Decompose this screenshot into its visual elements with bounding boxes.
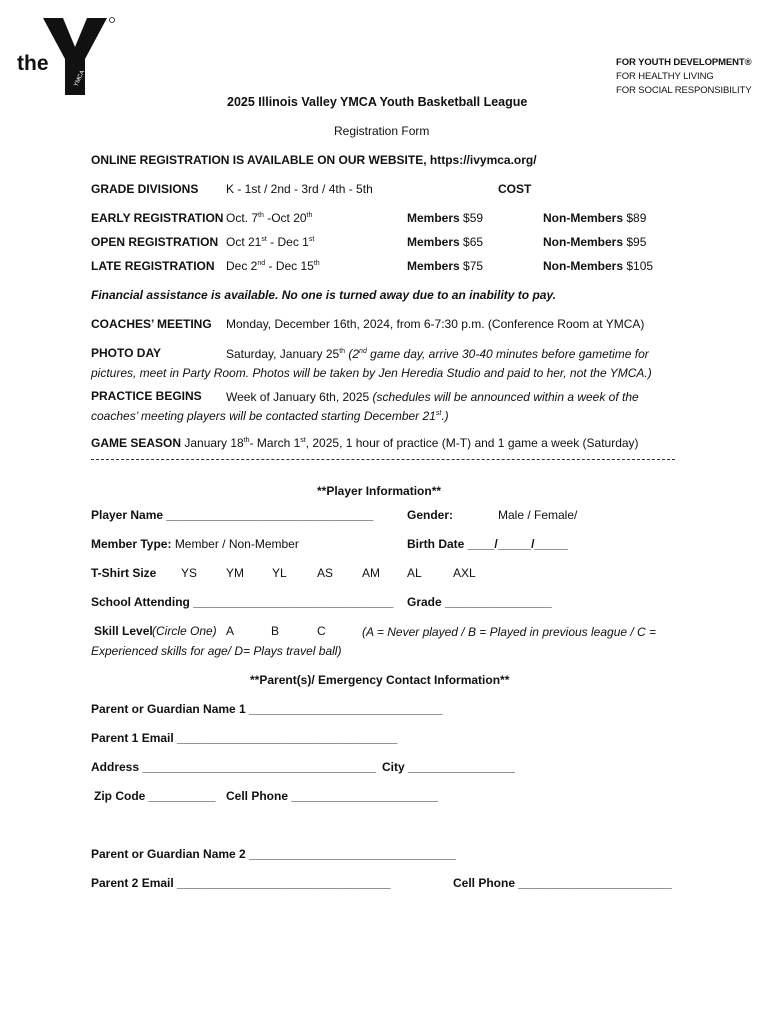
- school-attending-field[interactable]: School Attending ______________________________: [91, 595, 394, 609]
- grade-divisions-value: K - 1st / 2nd - 3rd / 4th - 5th: [226, 182, 373, 196]
- member-type-field[interactable]: Member Type: Member / Non-Member: [91, 537, 299, 551]
- skill-level-label: Skill Level: [94, 624, 153, 638]
- size-option-yl[interactable]: YL: [272, 566, 287, 580]
- logo-tagline: [616, 56, 752, 98]
- cell-phone-field[interactable]: Cell Phone ______________________: [226, 789, 439, 803]
- gender-label: Gender:: [407, 508, 454, 522]
- player-name-field[interactable]: Player Name _______________________________: [91, 508, 374, 522]
- city-field[interactable]: City ________________: [382, 760, 515, 774]
- section-divider: [91, 459, 675, 460]
- guardian-2-name-field[interactable]: Parent or Guardian Name 2 _______________________________: [91, 847, 456, 861]
- early-registration-dates: Oct. 7th -Oct 20th: [226, 211, 313, 225]
- cell-phone-2-field[interactable]: Cell Phone _______________________: [453, 876, 672, 890]
- skill-option-a[interactable]: A: [226, 624, 235, 638]
- practice-begins-details: Week of January 6th, 2025 (schedules will be announced within a week of the coaches’ meeting players will be contacted starting December 21st.): [91, 390, 639, 423]
- late-members-price: Members $75: [407, 259, 484, 273]
- skill-option-b[interactable]: B: [271, 624, 280, 638]
- document-title: 2025 Illinois Valley YMCA Youth Basketball League: [227, 95, 528, 109]
- registered-mark-icon: [110, 18, 115, 23]
- logo-word: the: [17, 52, 49, 75]
- financial-assistance-note: Financial assistance is available. No one is turned away due to an inability to pay.: [91, 288, 557, 302]
- parent-1-email-field[interactable]: Parent 1 Email _________________________________: [91, 731, 398, 745]
- guardian-1-name-field[interactable]: Parent or Guardian Name 1 _____________________________: [91, 702, 443, 716]
- tagline-line-3: FOR SOCIAL RESPONSIBILITY: [616, 85, 752, 96]
- tshirt-size-label: T-Shirt Size: [91, 566, 157, 580]
- open-registration-label: OPEN REGISTRATION: [91, 235, 219, 249]
- late-nonmembers-price: Non-Members $105: [543, 259, 654, 273]
- gender-options[interactable]: Male / Female/: [498, 508, 578, 522]
- early-nonmembers-price: Non-Members $89: [543, 211, 647, 225]
- photo-day-label: PHOTO DAY: [91, 346, 162, 360]
- late-registration-dates: Dec 2nd - Dec 15th: [226, 259, 320, 273]
- size-option-axl[interactable]: AXL: [453, 566, 476, 580]
- cost-label: COST: [498, 182, 532, 196]
- size-option-as[interactable]: AS: [317, 566, 334, 580]
- open-members-price: Members $65: [407, 235, 484, 249]
- open-registration-dates: Oct 21st - Dec 1st: [226, 235, 315, 249]
- birth-date-field[interactable]: Birth Date ____/_____/_____: [407, 537, 568, 551]
- size-option-al[interactable]: AL: [407, 566, 422, 580]
- tagline-line-2: FOR HEALTHY LIVING: [616, 71, 714, 82]
- size-option-am[interactable]: AM: [362, 566, 380, 580]
- open-nonmembers-price: Non-Members $95: [543, 235, 647, 249]
- logo-mark-text: YMCA: [73, 69, 87, 88]
- address-field[interactable]: Address ___________________________________: [91, 760, 376, 774]
- photo-day-details: Saturday, January 25th (2nd game day, arrive 30-40 minutes before gametime for pictures, meet in Party Room. Photos will be taken by Jen Heredia Studio and paid to her, not the YMCA.): [91, 347, 652, 380]
- size-option-ym[interactable]: YM: [226, 566, 244, 580]
- coaches-meeting-details: Monday, December 16th, 2024, from 6-7:30 p.m. (Conference Room at YMCA): [226, 317, 645, 331]
- game-season-line: GAME SEASON January 18th- March 1st, 2025, 1 hour of practice (M-T) and 1 game a week (Saturday): [91, 436, 639, 450]
- player-info-heading: **Player Information**: [317, 484, 442, 498]
- early-registration-label: EARLY REGISTRATION: [91, 211, 224, 225]
- tagline-line-1: FOR YOUTH DEVELOPMENT®: [616, 57, 752, 68]
- skill-level-hint: (Circle One): [152, 624, 217, 638]
- skill-option-c[interactable]: C: [317, 624, 326, 638]
- coaches-meeting-label: COACHES’ MEETING: [91, 317, 212, 331]
- ymca-logo: [15, 15, 120, 100]
- grade-field[interactable]: Grade ________________: [407, 595, 552, 609]
- late-registration-label: LATE REGISTRATION: [91, 259, 215, 273]
- grade-divisions-label: GRADE DIVISIONS: [91, 182, 199, 196]
- document-subtitle: Registration Form: [334, 124, 430, 138]
- parent-info-heading: **Parent(s)/ Emergency Contact Information**: [250, 673, 510, 687]
- zip-code-field[interactable]: Zip Code __________: [94, 789, 216, 803]
- practice-begins-label: PRACTICE BEGINS: [91, 389, 202, 403]
- early-members-price: Members $59: [407, 211, 484, 225]
- online-registration-note: ONLINE REGISTRATION IS AVAILABLE ON OUR WEBSITE, https://ivymca.org/: [91, 153, 537, 167]
- skill-level-legend: (A = Never played / B = Played in previous league / C = Experienced skills for age/ D= Plays travel ball): [91, 625, 657, 658]
- parent-2-email-field[interactable]: Parent 2 Email ________________________________: [91, 876, 391, 890]
- size-option-ys[interactable]: YS: [181, 566, 198, 580]
